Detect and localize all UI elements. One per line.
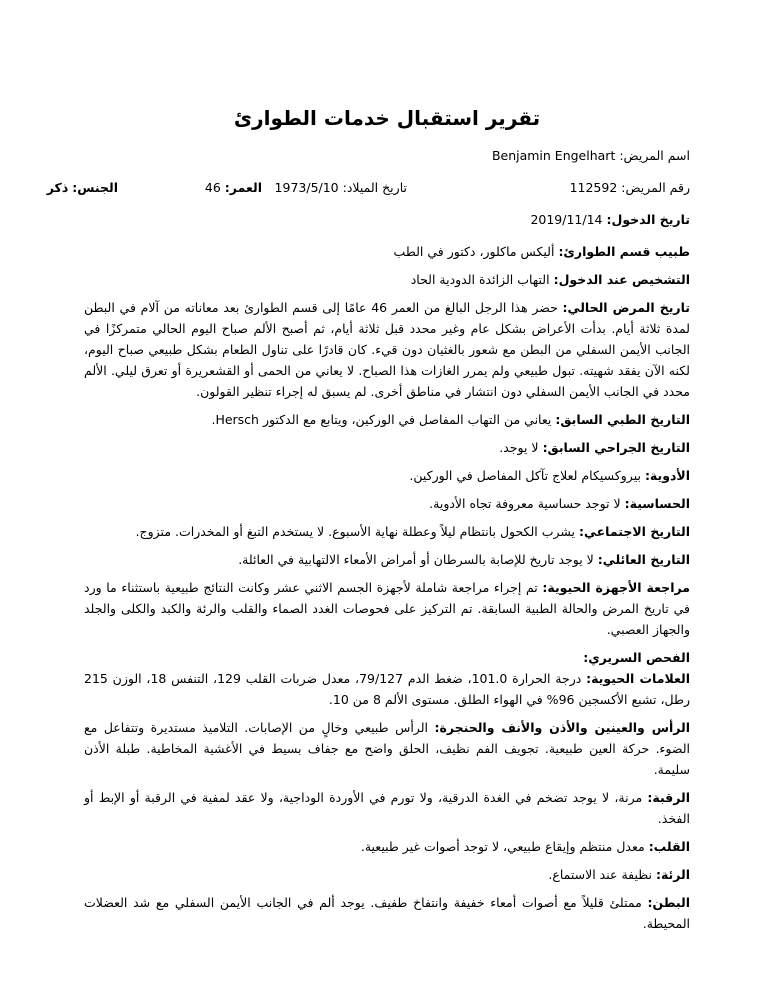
section-label: العلامات الحيوية:	[586, 671, 690, 686]
report-section	[84, 787, 690, 829]
section-label: الأدوية:	[644, 468, 690, 483]
patient-gender-label: الجنس:	[72, 180, 118, 195]
section-text: يشرب الكحول بانتظام ليلاً وعطلة نهاية الأسبوع. لا يستخدم التبغ أو المخدرات. متزوج.	[135, 524, 576, 539]
report-section	[84, 465, 690, 486]
section-text: لا يوجد.	[499, 440, 539, 455]
report-section	[84, 864, 690, 885]
section-label: التاريخ العائلي:	[597, 552, 690, 567]
patient-dob-value: 1973/5/10	[274, 180, 339, 195]
report-section	[84, 409, 690, 430]
section-text: نظيفة عند الاستماع.	[548, 867, 652, 882]
section-label: الرأس والعينين والأذن والأنف والحنجرة:	[434, 720, 690, 735]
section-label: القلب:	[648, 839, 690, 854]
section-label: الرقبة:	[647, 790, 690, 805]
section-text: تم إجراء مراجعة شاملة لأجهزة الجسم الاثني عشر وكانت النتائج طبيعية باستثناء ما ورد في تاريخ المرض والحالة الطبية السابقة. تم التركيز على فحوصات الغدد الصماء والقلب والرئة والكبد والكلى والجلد والجهاز العصبي.	[84, 580, 690, 637]
section-text: التهاب الزائدة الدودية الحاد	[410, 272, 550, 287]
section-label: التشخيص عند الدخول:	[553, 272, 690, 287]
section-text: معدل منتظم وإيقاع طبيعي، لا توجد أصوات غير طبيعية.	[360, 839, 645, 854]
report-section	[84, 241, 690, 262]
patient-name-value: Benjamin Engelhart	[491, 148, 616, 163]
section-text: درجة الحرارة 101.0، ضغط الدم 79/127، معدل ضربات القلب 129، التنفس 18، الوزن 215 رطل، تشبع الأكسجين 96% في الهواء الطلق. مستوى الألم 8 من 10.	[84, 671, 690, 707]
section-label: التاريخ الجراحي السابق:	[542, 440, 690, 455]
section-text: لا توجد حساسية معروفة تجاه الأدوية.	[429, 496, 621, 511]
section-label: التاريخ الاجتماعي:	[579, 524, 690, 539]
section-label: الرئة:	[655, 867, 690, 882]
patient-info-row	[46, 177, 690, 198]
report-section	[84, 269, 690, 290]
section-text: لا يوجد تاريخ للإصابة بالسرطان أو أمراض الأمعاء الالتهابية في العائلة.	[238, 552, 594, 567]
section-label: طبيب قسم الطوارئ:	[558, 244, 690, 259]
patient-age-label: العمر:	[224, 180, 262, 195]
section-label: تاريخ المرض الحالي:	[562, 300, 690, 315]
section-label: الفحص السريري:	[583, 650, 690, 665]
section-text: مرنة، لا يوجد تضخم في الغدة الدرقية، ولا تورم في الأوردة الوداجية، ولا عقد لمفية في الرقبة أو الإبط أو الفخذ.	[84, 790, 690, 826]
section-label: الحساسية:	[624, 496, 690, 511]
patient-gender-value: ذكر	[46, 180, 69, 195]
section-text: ممتلئ قليلاً مع أصوات أمعاء خفيفة وانتفاخ طفيف. يوجد ألم في الجانب الأيمن السفلي مع شد العضلات المحيطة.	[84, 895, 690, 931]
section-text: الرأس طبيعي وخالٍ من الإصابات. التلاميذ مستديرة وتتفاعل مع الضوء. حركة العين طبيعية. تجويف الفم نظيف، الحلق واضح مع جفاف بسيط في الأغشية المخاطية. طبلة الأذن سليمة.	[84, 720, 690, 777]
report-section	[84, 892, 690, 934]
page-title: تقرير استقبال خدمات الطوارئ	[233, 106, 541, 130]
section-label: البطن:	[647, 895, 690, 910]
section-label: التاريخ الطبي السابق:	[555, 412, 690, 427]
admission-date-value: 2019/11/14	[530, 212, 603, 227]
patient-dob-field	[262, 177, 407, 198]
report-section	[84, 493, 690, 514]
patient-id-field	[407, 177, 690, 198]
patient-name-label: اسم المريض:	[619, 148, 690, 163]
patient-age-field	[118, 177, 262, 198]
report-section	[84, 577, 690, 640]
patient-gender-field	[46, 177, 118, 198]
report-section	[84, 836, 690, 857]
report-section	[84, 521, 690, 542]
section-text: أليكس ماكلور، دكتور في الطب	[393, 244, 555, 259]
section-text: حضر هذا الرجل البالغ من العمر 46 عامًا إلى قسم الطوارئ بعد معاناته من آلام في البطن لمدة ثلاثة أيام. بدأت الأعراض بشكل عام وغير محدد قبل ثلاثة أيام، ثم أصبح الألم صباح اليوم الحالي متمركزًا في الجانب الأيمن السفلي من البطن مع شعور بالغثيان دون قيء. كان قادرًا على تناول الطعام بشكل طبيعي صباح اليوم، لكنه الآن يفقد شهيته. تبول طبيعي ولم يمرر الغازات هذا الصباح. لا يعاني من الحمى أو القشعريرة أو تعرق ليلي. الألم محدد في الجانب الأيمن السفلي دون انتشار في مناطق أخرى. لم يسبق له إجراء تنظير القولون.	[84, 300, 690, 399]
patient-id-label: رقم المريض:	[621, 180, 690, 195]
patient-id-value: 112592	[569, 180, 618, 195]
report-section	[84, 647, 690, 668]
section-label: مراجعة الأجهزة الحيوية:	[542, 580, 690, 595]
report-sections	[84, 241, 690, 934]
admission-date-label: تاريخ الدخول:	[606, 212, 690, 227]
report-section	[84, 437, 690, 458]
patient-dob-label: تاريخ الميلاد:	[342, 180, 407, 195]
patient-age-value: 46	[204, 180, 221, 195]
section-text: بيروكسيكام لعلاج تآكل المفاصل في الوركين.	[409, 468, 641, 483]
patient-name-line	[84, 145, 690, 166]
section-text: يعاني من التهاب المفاصل في الوركين، ويتابع مع الدكتور Hersch.	[211, 412, 552, 427]
report-section	[84, 668, 690, 710]
admission-date-line	[84, 209, 690, 230]
report-section	[84, 549, 690, 570]
report-section	[84, 297, 690, 402]
report-section	[84, 717, 690, 780]
